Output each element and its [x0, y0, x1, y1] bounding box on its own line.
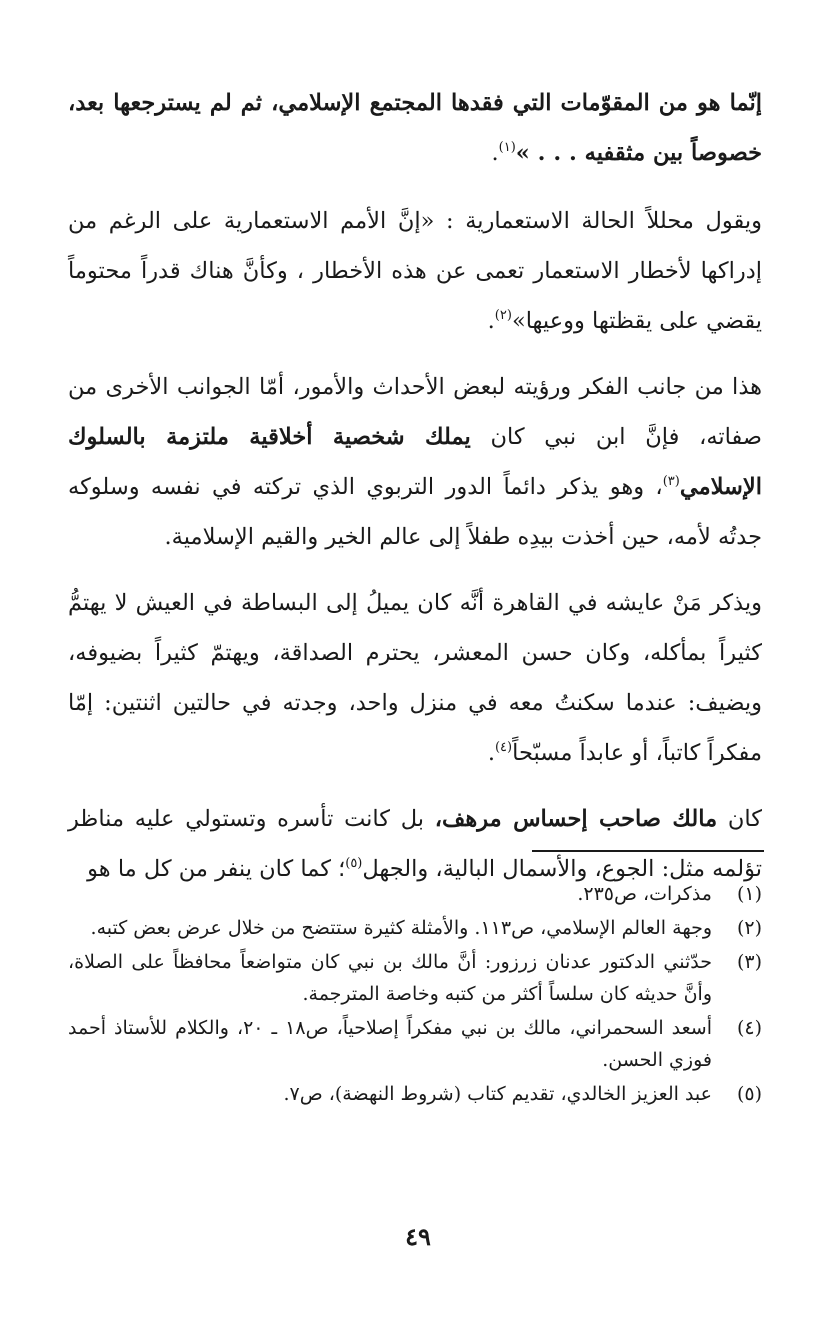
- text-segment: ويقول محللاً الحالة الاستعمارية : «إنَّ الأمم الاستعمارية على الرغم من إدراكها لأخطار الاستعمار تعمى عن هذه الأخطار ، وكأنَّ هناك قدراً محتوماً يقضي على يقظتها ووعيها»: [68, 208, 762, 334]
- page-number: ٤٩: [405, 1222, 431, 1251]
- paragraph-2: [68, 196, 762, 346]
- text-segment: .: [487, 308, 495, 334]
- quote-continuation: إنّما هو من المقوّمات التي فقدها المجتمع الإسلامي، ثم لم يسترجعها بعد، خصوصاً بين مثقفيه . . . »: [68, 90, 762, 166]
- bold-phrase: يملك شخصية أخلاقية ملتزمة بالسلوك الإسلامي: [68, 424, 762, 500]
- text-segment: .: [487, 740, 495, 766]
- footnote-1: [68, 878, 762, 910]
- footnote-text: مذكرات، ص٢٣٥.: [577, 883, 712, 905]
- footnote-text: عبد العزيز الخالدي، تقديم كتاب (شروط النهضة)، ص٧.: [283, 1083, 712, 1105]
- paragraph-1: [68, 78, 762, 178]
- footnote-ref-4[interactable]: (٤): [494, 740, 513, 755]
- footnote-text: أسعد السحمراني، مالك بن نبي مفكراً إصلاحياً، ص١٨ ـ ٢٠، والكلام للأستاذ أحمد فوزي الحسن.: [68, 1017, 712, 1071]
- footnote-5: [68, 1078, 762, 1110]
- footnote-2: [68, 912, 762, 944]
- footnote-ref-2[interactable]: (٢): [494, 308, 512, 323]
- text-segment: .: [491, 140, 499, 166]
- text-segment: كان: [717, 806, 762, 832]
- footnote-number: (٣): [736, 951, 762, 973]
- bold-phrase: مالك صاحب إحساس مرهف،: [434, 806, 718, 832]
- footnote-4: [68, 1012, 762, 1076]
- text-segment: هذا من جانب الفكر ورؤيته لبعض الأحداث والأمور، أمّا الجوانب الأخرى من صفاته، فإنَّ ابن نبي كان: [68, 374, 762, 450]
- paragraph-3: [68, 362, 762, 562]
- footnote-ref-1[interactable]: (١): [498, 140, 516, 155]
- footnote-number: (٥): [736, 1083, 762, 1105]
- paragraph-4: [68, 578, 762, 778]
- footnotes: [68, 878, 762, 1112]
- footnote-ref-5[interactable]: (٥): [345, 856, 363, 871]
- footnote-text: حدّثني الدكتور عدنان زرزور: أنَّ مالك بن نبي كان متواضعاً محافظاً على الصلاة، وأنَّ حديثه كان سلساً أكثر من كتبه وخاصة المترجمة.: [68, 951, 712, 1005]
- body-text: [68, 78, 762, 910]
- text-segment: بل كانت تأسره وتستولي عليه مناظر تؤلمه مثل: الجوع، والأسمال البالية، والجهل: [68, 806, 762, 882]
- footnote-ref-3[interactable]: (٣): [662, 474, 680, 489]
- footnote-divider: [532, 850, 764, 852]
- footnote-number: (٢): [736, 917, 762, 939]
- footnote-text: وجهة العالم الإسلامي، ص١١٣. والأمثلة كثيرة ستتضح من خلال عرض بعض كتبه.: [90, 917, 712, 939]
- footnote-number: (١): [736, 883, 762, 905]
- text-segment: ، وهو يذكر دائماً الدور التربوي الذي تركته في نفسه وسلوكه جدتُه لأمه، حين أخذت بيدِه طفلاً إلى عالم الخير والقيم الإسلامية.: [68, 474, 762, 550]
- text-segment: ؛ كما كان ينفر من كل ما هو: [87, 856, 346, 882]
- text-segment: ويذكر مَنْ عايشه في القاهرة أنَّه كان يميلُ إلى البساطة في العيش لا يهتمُّ كثيراً بمأكله، وكان حسن المعشر، يحترم الصداقة، ويهتمّ كثيراً بضيوفه، ويضيف: عندما سكنتُ معه في منزل واحد، وجدته في حالتين اثنتين: إمّا مفكراً كاتباً، أو عابداً مسبّحاً: [68, 590, 762, 766]
- footnote-3: [68, 946, 762, 1010]
- footnote-number: (٤): [736, 1017, 762, 1039]
